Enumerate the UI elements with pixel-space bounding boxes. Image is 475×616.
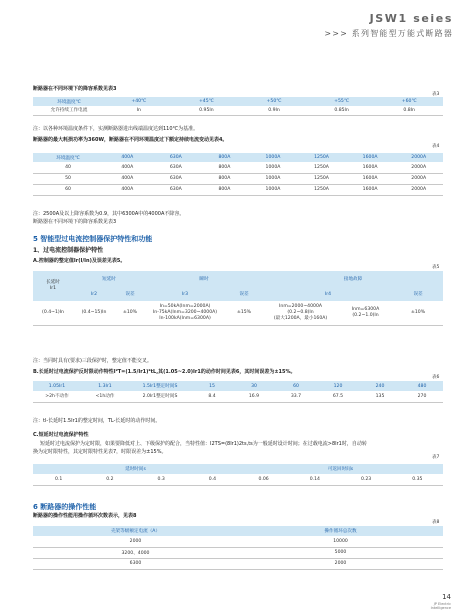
- brand-logo-line: JP Electric: [433, 602, 451, 606]
- table4-header: 400A: [103, 153, 152, 162]
- table8-cell: 2000: [238, 558, 443, 569]
- table3-cell: 0.85In: [308, 106, 376, 115]
- table3-cell: In: [105, 106, 173, 115]
- table8: [33, 526, 443, 570]
- table8-cell: 6300: [33, 558, 238, 569]
- table8-cell: 3200、4000: [33, 547, 238, 558]
- catalog-subtitle: >>> 系列智能型万能式断路器: [324, 29, 453, 38]
- table5-cell: [338, 301, 393, 325]
- table5-cell: [145, 301, 225, 325]
- table5-cell: (0.4~15)In: [73, 301, 115, 325]
- table4-header: 2000A: [394, 153, 443, 162]
- table3: [33, 97, 443, 116]
- table8-cell: 2000: [33, 536, 238, 547]
- table5-group-instant: 瞬时: [199, 277, 209, 282]
- table3-header: +50℃: [240, 97, 308, 106]
- table6-tag: 表6: [432, 375, 440, 380]
- intro-text: 断路器在不同环境下的降容系数见表3: [33, 86, 117, 92]
- table5-group-long-sub: Ir1: [49, 286, 57, 291]
- table4-cell: 800A: [200, 173, 249, 184]
- brand-logo-line: Intelligence: [430, 606, 451, 610]
- table5-cell: ±15%: [225, 301, 263, 325]
- table4-cell: 2000A: [394, 184, 443, 195]
- section5-subtitle: 1、过电流控制器保护特性: [33, 247, 104, 254]
- table5-ground-line: (0.2~0.8)In: [287, 309, 314, 315]
- table5-subhead: Ir3: [181, 291, 189, 297]
- note-table4-2: 断路器在不同环境下的降容系数见表3: [33, 219, 117, 225]
- section-b-text: B.长延时过电流保护反时限动作特性I²T=(1.5/Ir1)²tL,其(1.05~2.0)Ir1的动作时间见表6，其时间误差为±15%。: [33, 369, 296, 375]
- table3-cell: 允许持续工作电流: [33, 106, 105, 115]
- section6-text: 断路器的操作性能用操作循环次数表示，见表8: [33, 513, 137, 519]
- table6-cell: 33.7: [275, 391, 317, 402]
- note-table6: 注：tl-长延时1.5Ir1的整定时间，TL-长延时的动作时间。: [33, 418, 161, 424]
- table8-cell: 10000: [238, 536, 443, 547]
- table4-cell: 400A: [103, 173, 152, 184]
- table6-header: 240: [359, 381, 401, 391]
- table6-cell: >2h不动作: [33, 391, 81, 402]
- table7-group-delay: 延时时间s: [33, 464, 238, 474]
- table4-cell: 1250A: [297, 173, 346, 184]
- table4-cell: 630A: [152, 173, 201, 184]
- table8-cell: 5000: [238, 547, 443, 558]
- table6-cell: 270: [401, 391, 443, 402]
- table5-instant-line: In=50kA(Inm=2000A): [159, 303, 211, 309]
- table6-header: 60: [275, 381, 317, 391]
- note-table5: 注：当同时具有(要求)三段保护时，整定值不能交叉。: [33, 358, 152, 364]
- table4-cell: 60: [33, 184, 103, 195]
- table6-cell: 16.9: [233, 391, 275, 402]
- catalog-title: JSW1 seies: [369, 12, 453, 25]
- table6-header: 120: [317, 381, 359, 391]
- table4-cell: 2000A: [394, 162, 443, 173]
- table4-header: 1600A: [346, 153, 395, 162]
- table4-cell: 1600A: [346, 173, 395, 184]
- table3-tag: 表3: [432, 92, 440, 97]
- table5-ground-line: (最大1200A，最小160A): [273, 315, 328, 321]
- table7-tag: 表7: [432, 455, 440, 460]
- table5-cell: ±10%: [393, 301, 443, 325]
- table4-tag: 表4: [432, 144, 440, 149]
- table5-ground-line: (0.2~1.0)In: [352, 312, 379, 318]
- table7: [33, 464, 443, 486]
- table6-cell: 8.4: [191, 391, 233, 402]
- table4-cell: 800A: [200, 184, 249, 195]
- table8-header: 操作循环总次数: [238, 526, 443, 536]
- table4-cell: 1600A: [346, 162, 395, 173]
- section-c-text-2: 换为定时限特性，其定时限特性见表7，时限误差为±15%。: [33, 449, 167, 455]
- table5-subhead: 误差: [413, 292, 423, 297]
- table6-header: 1.3Ir1: [81, 381, 129, 391]
- table5-subhead: 误差: [125, 292, 135, 297]
- table5-subhead: 误差: [239, 292, 249, 297]
- table4-intro: 断路器的最大耗损功率为360W，断路器在不同环境温度过下额定持续电流变动见表4。: [33, 137, 228, 143]
- table8-header: 壳架等级额定电流（A）: [33, 526, 238, 536]
- table8-tag: 表8: [432, 520, 440, 525]
- table7-cell: 0.06: [238, 474, 289, 485]
- table6: [33, 381, 443, 403]
- table5-ground-line: Inm=6300A: [351, 306, 380, 312]
- table7-cell: 0.2: [84, 474, 135, 485]
- table5-instant-line: In-100kA(Inm=6300A): [159, 315, 211, 321]
- brand-logo: [431, 602, 451, 610]
- table5-cell: ±10%: [115, 301, 145, 325]
- table4-cell: 400A: [103, 162, 152, 173]
- table7-cell: 0.1: [33, 474, 84, 485]
- table4-cell: 2000A: [394, 173, 443, 184]
- table5-group-long: [33, 271, 73, 301]
- table5-subhead: Ir2: [90, 291, 98, 297]
- table4-header: 1000A: [249, 153, 298, 162]
- table4-header: 800A: [200, 153, 249, 162]
- table4-cell: 1000A: [249, 162, 298, 173]
- table3-cell: 0.9In: [240, 106, 308, 115]
- page-number: 14: [442, 593, 451, 601]
- table4-cell: 1250A: [297, 162, 346, 173]
- table6-header: 480: [401, 381, 443, 391]
- table4-cell: 40: [33, 162, 103, 173]
- table4-header: 630A: [152, 153, 201, 162]
- table5-cell: [263, 301, 338, 325]
- table4-cell: 630A: [152, 162, 201, 173]
- table7-cell: 0.23: [341, 474, 392, 485]
- section6-title: 6 断路器的操作性能: [33, 503, 97, 511]
- section-c-text-1: 短延时过电流保护为定时限，如果要降低对上、下级保护的配合，当特性值：I2TS=(8Ir1)2ts,ts为一般延时设计时间；在过载电流>8Ir1时，自动转: [40, 441, 367, 447]
- table4-cell: 1000A: [249, 173, 298, 184]
- table6-header: 30: [233, 381, 275, 391]
- table7-cell: 0.4: [187, 474, 238, 485]
- table4-cell: 1000A: [249, 184, 298, 195]
- table3-cell: 0.8In: [375, 106, 443, 115]
- table5-subhead: Ir4: [324, 291, 332, 297]
- table6-cell: <1h动作: [81, 391, 129, 402]
- table6-cell: 67.5: [317, 391, 359, 402]
- table4-cell: 1250A: [297, 184, 346, 195]
- table6-header: 15: [191, 381, 233, 391]
- table6-header: 1.05Ir1: [33, 381, 81, 391]
- table7-cell: 0.3: [136, 474, 187, 485]
- table4-header: 环境温度℃: [33, 153, 103, 162]
- note-table3: 注：以各种环境温度条件下，实测断路器进出线端温度达到110℃为基准。: [33, 126, 199, 132]
- table5-group-long-label: 长延时: [46, 280, 60, 285]
- table4-cell: 50: [33, 173, 103, 184]
- table3-header: 环境温度℃: [33, 97, 105, 106]
- table7-cell: 0.35: [392, 474, 443, 485]
- table3-header: +45℃: [173, 97, 241, 106]
- section5-title: 5 智能型过电流控制器保护特性和功能: [33, 235, 153, 243]
- table7-group-return: 可返回时间s: [238, 464, 443, 474]
- table4-cell: 800A: [200, 162, 249, 173]
- table3-header: +60℃: [375, 97, 443, 106]
- table4-cell: 1600A: [346, 184, 395, 195]
- section-c-title: C.短延时过电流保护特性: [33, 432, 89, 438]
- table4: [33, 153, 443, 196]
- table5-intro: A.控制器的整定值Ir(I/In)及误差见表5。: [33, 258, 126, 264]
- table5-group-short: 短延时: [102, 277, 116, 282]
- table6-cell: 2.0Ir1整定时间S: [129, 391, 191, 402]
- table3-header: +40℃: [105, 97, 173, 106]
- table5: [33, 271, 443, 326]
- table6-cell: 135: [359, 391, 401, 402]
- table3-header: +55℃: [308, 97, 376, 106]
- note-table4-1: 注：2500A及以上降容系数为0.9，其中6300A中的4000A不降容。: [33, 211, 185, 217]
- table5-group-ground: 接地故障: [343, 277, 363, 282]
- table5-cell: (0.4~1)In: [33, 301, 73, 325]
- table4-cell: 630A: [152, 184, 201, 195]
- table5-instant-line: In-75kA(Inm=3200~4000A): [152, 309, 218, 315]
- table7-cell: 0.14: [289, 474, 340, 485]
- table5-ground-line: Inm=2000~4000A: [279, 303, 323, 309]
- table4-header: 1250A: [297, 153, 346, 162]
- table4-cell: 400A: [103, 184, 152, 195]
- table3-cell: 0.95In: [173, 106, 241, 115]
- table5-tag: 表5: [432, 265, 440, 270]
- table6-header: 1.5Ir1整定时间S: [129, 381, 191, 391]
